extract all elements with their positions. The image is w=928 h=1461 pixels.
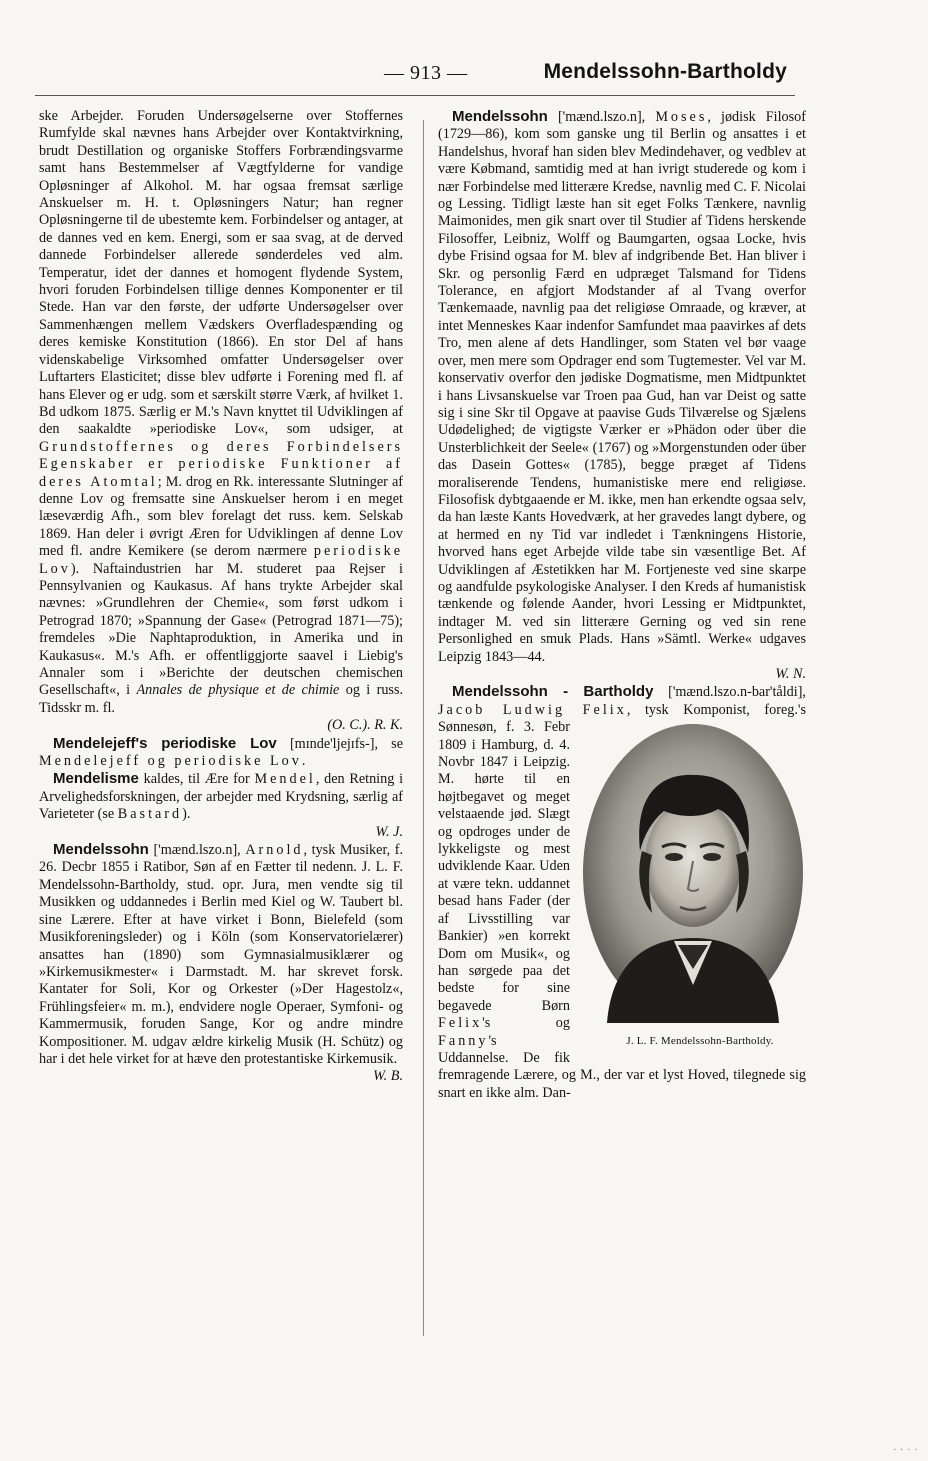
journal-title: Annales de physique et de chimie: [136, 682, 340, 699]
running-head: Mendelssohn-Bartholdy: [543, 60, 787, 83]
column-divider: [423, 120, 424, 1336]
entry-mendelejeffs-periodiske-lov: Mendelejeff's periodiske Lov [mɪnde'ljejɪfs-], se Mendelejeff og periodiske Lov.: [39, 734, 403, 770]
name-fanny: Fanny: [438, 1032, 489, 1049]
entry-mendelssohn-bartholdy: Mendelssohn - Bartholdy ['mænd.lszo.n-bar'tåldi], Jacob Ludwig Felix J. L. F. Mendelssohn-Bartholdy. , tysk Komponist, foreg.'s Sønnesøn, f. 3. Febr 1809 i Hamburg, d. 4. Novbr 1847 i Leipzig. M. hørte til en højtbegavet og meget velstaaende jød. Slægt og opdroges under de lykkeligste og mest udviklende Kaar. Uden at være tekn. uddannet besad hans Fader (der af Livsstilling var Bankier) »en korrekt Dom om Musik«, og han sørgede paa det bedste for sine begavede Børn Felix's og Fanny's Uddannelse. De fik fremragende Lærere, og M., der var et lyst Hoved, tilegnede sig snart en ikke alm. Dan-: [438, 683, 806, 1102]
page-header: [0, 58, 928, 92]
left-column: [39, 108, 403, 1086]
person-name: Arnold: [245, 842, 304, 859]
law-statement: Grundstoffernes og deres Forbindelsers Egenskaber er periodiske Funktioner af deres Atomtal: [39, 438, 403, 490]
headword: Mendelejeff's periodiske Lov: [53, 734, 277, 752]
name-felix: Felix: [438, 1015, 483, 1032]
person-name: Jacob Ludwig Felix: [438, 701, 627, 718]
signature: (O. C.). R. K.: [327, 717, 403, 734]
entry-mendelisme: Mendelisme kaldes, til Ære for Mendel, den Retning i Arvelighedsforskningen, der arbejder med Krydsning, særlig af Varieteter (se Bastard).: [39, 770, 404, 823]
signature: W. J.: [375, 823, 403, 840]
page-number: — 913 —: [384, 62, 468, 84]
entry-mendelssohn-moses: Mendelssohn ['mænd.lszo.n], Moses, jødisk Filosof (1729—86), kom som ganske ung til Berlin og ansattes i et Handelshus, hvoraf han siden blev Medindehaver, og vedblev at være Købmand, samtidig med at han ivrigt studerede og kom i nær Forbindelse med litterære Kredse, navnlig med C. F. Nicolai og Lessing. Tidligt læste han sit eget Folks Tænkere, navnlig Maimonides, men gik snart over til Studier af Tidens herskende Filosoffer, Leibniz, Wolff og Baumgarten, ogsaa Locke, hvis dybe Frisind ogsaa for M. blev af indgribende Bet. Han bliver i Skr. og personlig Færd en udpræget Talsmand for Tidens Tolerance, en afgjort Modstander af al Tvang overfor Tænkemaade, navnlig paa det religiøse Omraade, og kræver, at intet Menneskes Kaar indenfor Samfundet maa paavirkes af dets Tro, men alene af dets Handlinger, som Staten vel bør vaage over, men mere som Opdrager end som Tugtemester. Vel var M. konservativ overfor den jødiske Dogmatisme, men Midtpunktet i hans Livsanskuelse var Troen paa Gud, han var Deist og satte sig i sine Skr til Opgave at paavise Guds Tilværelse og Sjælens Udødelighed; de vigtigste Værker er »Phädon oder über die Unsterblichkeit der Seele« (1767) og »Morgenstunden oder über das Dasein Gottes« (1785), begge præget af Tidens moraliserende Tendens, humanistiske mere end religiøse. Filosofisk dybtgaaende er M. ikke, men han erkendte ogsaa selv, da han læste Kants Hovedværk, at her gravedes langt dybere, og at hermed en ny Tid var indledet i Tænkningens Historie, hvorved hans eget Arbejde vilde tabe sin væsentlige Bet. Af Udviklingen af Æstetikken har M. Fortjeneste ved sine skarpe og aandfulde psykologiske Analyser. I den Kreds af humanistisk tænkende og følende Aander, hvori Lessing er Midtpunktet, indtager M. ved sin litterære Gerning og ved sin rene Personlighed en smuk Plads. Hans »Sämtl. Werke« udgaves Leipzig 1843—44.: [438, 108, 806, 665]
headword: Mendelssohn: [452, 108, 548, 125]
portrait-image: [582, 723, 804, 1023]
scan-mark: . . . .: [893, 1442, 918, 1453]
portrait-figure: [576, 723, 810, 1050]
cross-ref-bastard[interactable]: Bastard: [117, 806, 183, 823]
cross-ref-periodiske-lov[interactable]: periodiske Lov: [39, 543, 403, 577]
entry-mendelssohn-arnold: Mendelssohn ['mænd.lszo.n], Arnold, tysk Musiker, f. 26. Decbr 1855 i Ratibor, Søn af en Fætter til nedenn. J. L. F. Mendelssohn-Bartholdy, stud. opr. Jura, men vendte sig til Musikken og uddannedes i Berlin med Kiel og W. Taubert bl. sine Lærere. Efter at have virket i Bonn, Bielefeld (som Musikforeningsleder) og i Köln (som Konservatorielærer) ansattes han (1890) som Gymnasialmusiklærer og »Kirkemusikmester« i Darmstadt. M. har skrevet forsk. Kantater for Soli, Kor og Orkester (»Der Hagestolz«, Frühlingsfeier« m. m.), endvidere nogle Operaer, Symfoni- og Kammermusik, foruden Sange, Kor og andre mindre Kompositioner. M. udgav ældre kirkelig Musik (H. Schütz) og har i det hele virket for at hæve den protestantiske Kirkemusik.: [39, 841, 404, 1067]
person-name: Moses: [655, 109, 708, 125]
entry-mendelejeff-continued: ske Arbejder. Foruden Undersøgelserne over Stoffernes Rumfylde skal nævnes hans Arbejder over Kontaktvirkning, brudt Destillation og organiske Stoffers Forbrændingsvarme samt hans Bestemmelser af Vægtfylderne for vandige Opløsninger af Alkohol. M. har ogsaa fremsat særlige Anskuelser m. H. t. Opløsningers Natur; han regner Opløsningerne til de ubestemte kem. Forbindelser og antager, at de dannes ved en kem. Energi, som er saa svag, at de derved dannede Forbindelser allerede sønderdeles ved alm. Temperatur, idet der dannes et homogent flydende System, hvori foruden Forbindelsen tillige dennes Komponenter er til Stede. Han var den første, der udførte Undersøgelser over Sammenhængen mellem Vædskers Overfladespænding og deres kemiske Konstitution (1866). En stor Del af hans videnskabelige Virksomhed omfatter Undersøgelser over Luftarters Elasticitet; disse blev udførte i Forening med fl. af hans Elever og er udg. som et særskilt større Værk, af hvilket 1. Bd udkom 1875. Særlig er M.'s Navn knyttet til Udviklingen af den saakaldte »periodiske Lov«, som udsiger, at Grundstoffernes og deres Forbindelsers Egenskaber er periodiske Funktioner af deres Atomtal; M. drog en Rk. interessante Slutninger af denne Lov og fremsatte sine Anskuelser herom i en meget læseværdig Afh., som blev forelagt det russ. kem. Selskab 1869. Han deler i øvrigt Æren for Udviklingen af denne Lov med fl. andre Kemikere (se derom nærmere periodiske Lov). Naftaindustrien har M. studeret paa Rejser i Pennsylvanien og Kaukasus. Af hans trykte Arbejder skal nævnes: »Grundlehren der Chemie«, som først udkom i Petrograd 1870; »Spannung der Gase« (Petrograd 1871—75); fremdeles »Die Naphtaproduktion, in Amerika und in Kaukasus«. M.'s Afh. er offentliggjorte saavel i Liebig's Annaler som i »Berichte der deutschen chemischen Gesellschaft«, i Annales de physique et de chimie og i russ. Tidsskr m. fl.: [39, 108, 404, 716]
figure-caption: J. L. F. Mendelssohn-Bartholdy.: [626, 1035, 774, 1048]
signature: W. N.: [775, 666, 806, 682]
cross-ref-mendel[interactable]: Mendel: [254, 771, 316, 788]
right-column: [438, 108, 806, 1102]
cross-ref[interactable]: Mendelejeff og periodiske Lov: [39, 753, 302, 770]
header-rule: [35, 95, 795, 96]
headword: Mendelssohn - Bartholdy: [452, 683, 654, 701]
headword: Mendelisme: [53, 770, 139, 788]
signature: W. B.: [373, 1068, 403, 1085]
headword: Mendelssohn: [53, 841, 149, 859]
